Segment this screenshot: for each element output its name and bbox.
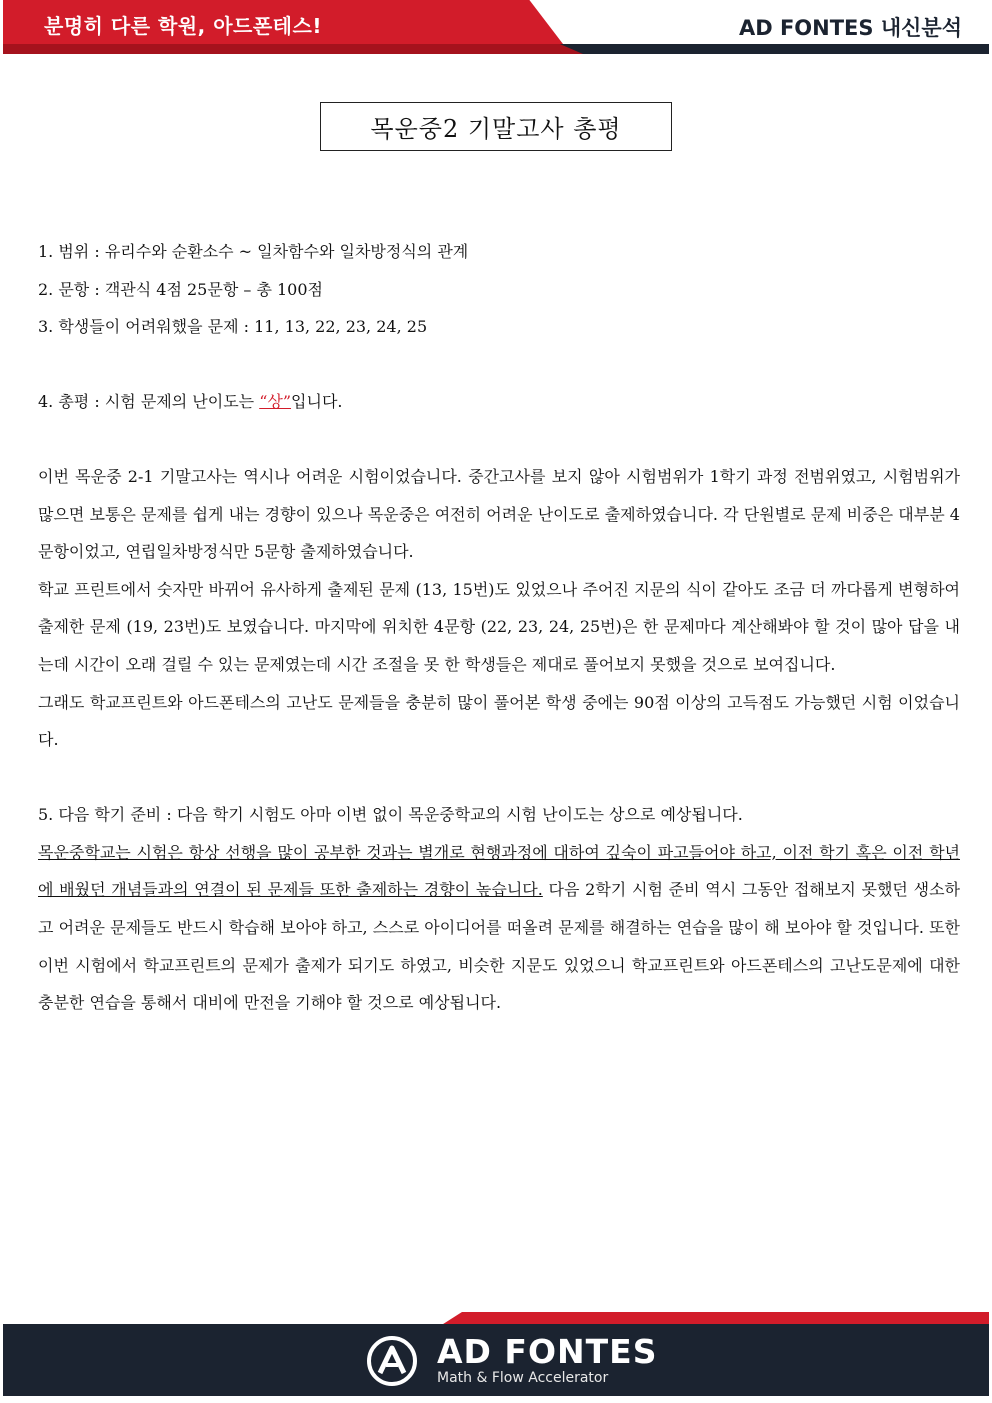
review-suffix: 입니다.	[291, 392, 343, 411]
page-header	[0, 0, 992, 56]
header-divider-accent	[3, 44, 583, 54]
document-body	[38, 233, 960, 1022]
paragraph-overview: 이번 목운중 2-1 기말고사는 역시나 어려운 시험이었습니다. 중간고사를 보지 않아 시험범위가 1학기 과정 전범위였고, 시험범위가 많으면 보통은 문제를 쉽게 내는 경향이 있으나 목운중은 여전히 어려운 난이도로 출제하였습니다. 각 단원별로 문제 비중은 대부분 4문항이었고, 연립일차방정식만 5문항 출제하였습니다.	[38, 467, 960, 562]
item-hard-questions: 3. 학생들이 어려워했을 문제 : 11, 13, 22, 23, 24, 25	[38, 317, 428, 336]
item-review	[38, 383, 960, 421]
item-range: 1. 범위 : 유리수와 순환소수 ~ 일차함수와 일차방정식의 관계	[38, 242, 469, 261]
paragraph-details: 학교 프린트에서 숫자만 바뀌어 유사하게 출제된 문제 (13, 15번)도 있었으나 주어진 지문의 식이 같아도 조금 더 까다롭게 변형하여 출제한 문제 (19, 23번)도 보였습니다. 마지막에 위치한 4문항 (22, 23, 24, 25번)은 한 문제마다 계산해봐야 할 것이 많아 답을 내는데 시간이 오래 걸릴 수 있는 문제였는데 시간 조절을 못 한 학생들은 제대로 풀어보지 못했을 것으로 보여집니다.	[38, 579, 960, 674]
footer-brand-name: AD FONTES	[437, 1332, 658, 1371]
next-emphasis: 목운중학교는 시험은 항상 선행을 많이 공부한 것과는 별개로 현행과정에 대하여 깊숙이 파고들어야 하고, 이전 학기 혹은 이전 학년에 배웠던 개념들과의 연결이 된 문제들 또한 출제하는 경향이 높습니다.	[38, 842, 960, 900]
logo-icon	[366, 1335, 418, 1387]
next-rest: 다음 2학기 시험 준비 역시 그동안 접해보지 못했던 생소하고 어려운 문제들도 반드시 학습해 보아야 하고, 스스로 아이디어를 떠올려 문제를 해결하는 연습을 많이 해 보아야 할 것입니다. 또한 이번 시험에서 학교프린트의 문제가 출제가 되기도 하였고, 비슷한 지문도 있었으니 학교프린트와 아드폰테스의 고난도문제에 대한 충분한 연습을 통해서 대비에 만전을 기해야 할 것으로 예상됩니다.	[38, 880, 960, 1013]
header-brand: AD FONTES 내신분석	[738, 16, 962, 40]
review-level: “상”	[259, 392, 292, 411]
header-slogan: 분명히 다른 학원, 아드폰테스!	[44, 14, 322, 38]
page-title: 목운중2 기말고사 총평	[320, 102, 672, 151]
paragraph-next-semester	[38, 834, 960, 1022]
item-next-semester: 5. 다음 학기 준비 : 다음 학기 시험도 아마 이변 없이 목운중학교의 시험 난이도는 상으로 예상됩니다.	[38, 805, 743, 825]
paragraph-conclusion: 그래도 학교프린트와 아드폰테스의 고난도 문제들을 충분히 많이 풀어본 학생 중에는 90점 이상의 고득점도 가능했던 시험 이었습니다.	[38, 692, 960, 750]
page-footer	[0, 1308, 992, 1403]
footer-tagline: Math & Flow Accelerator	[437, 1370, 609, 1386]
review-prefix: 4. 총평 : 시험 문제의 난이도는	[38, 392, 260, 411]
item-questions: 2. 문항 : 객관식 4점 25문항 – 총 100점	[38, 279, 323, 299]
